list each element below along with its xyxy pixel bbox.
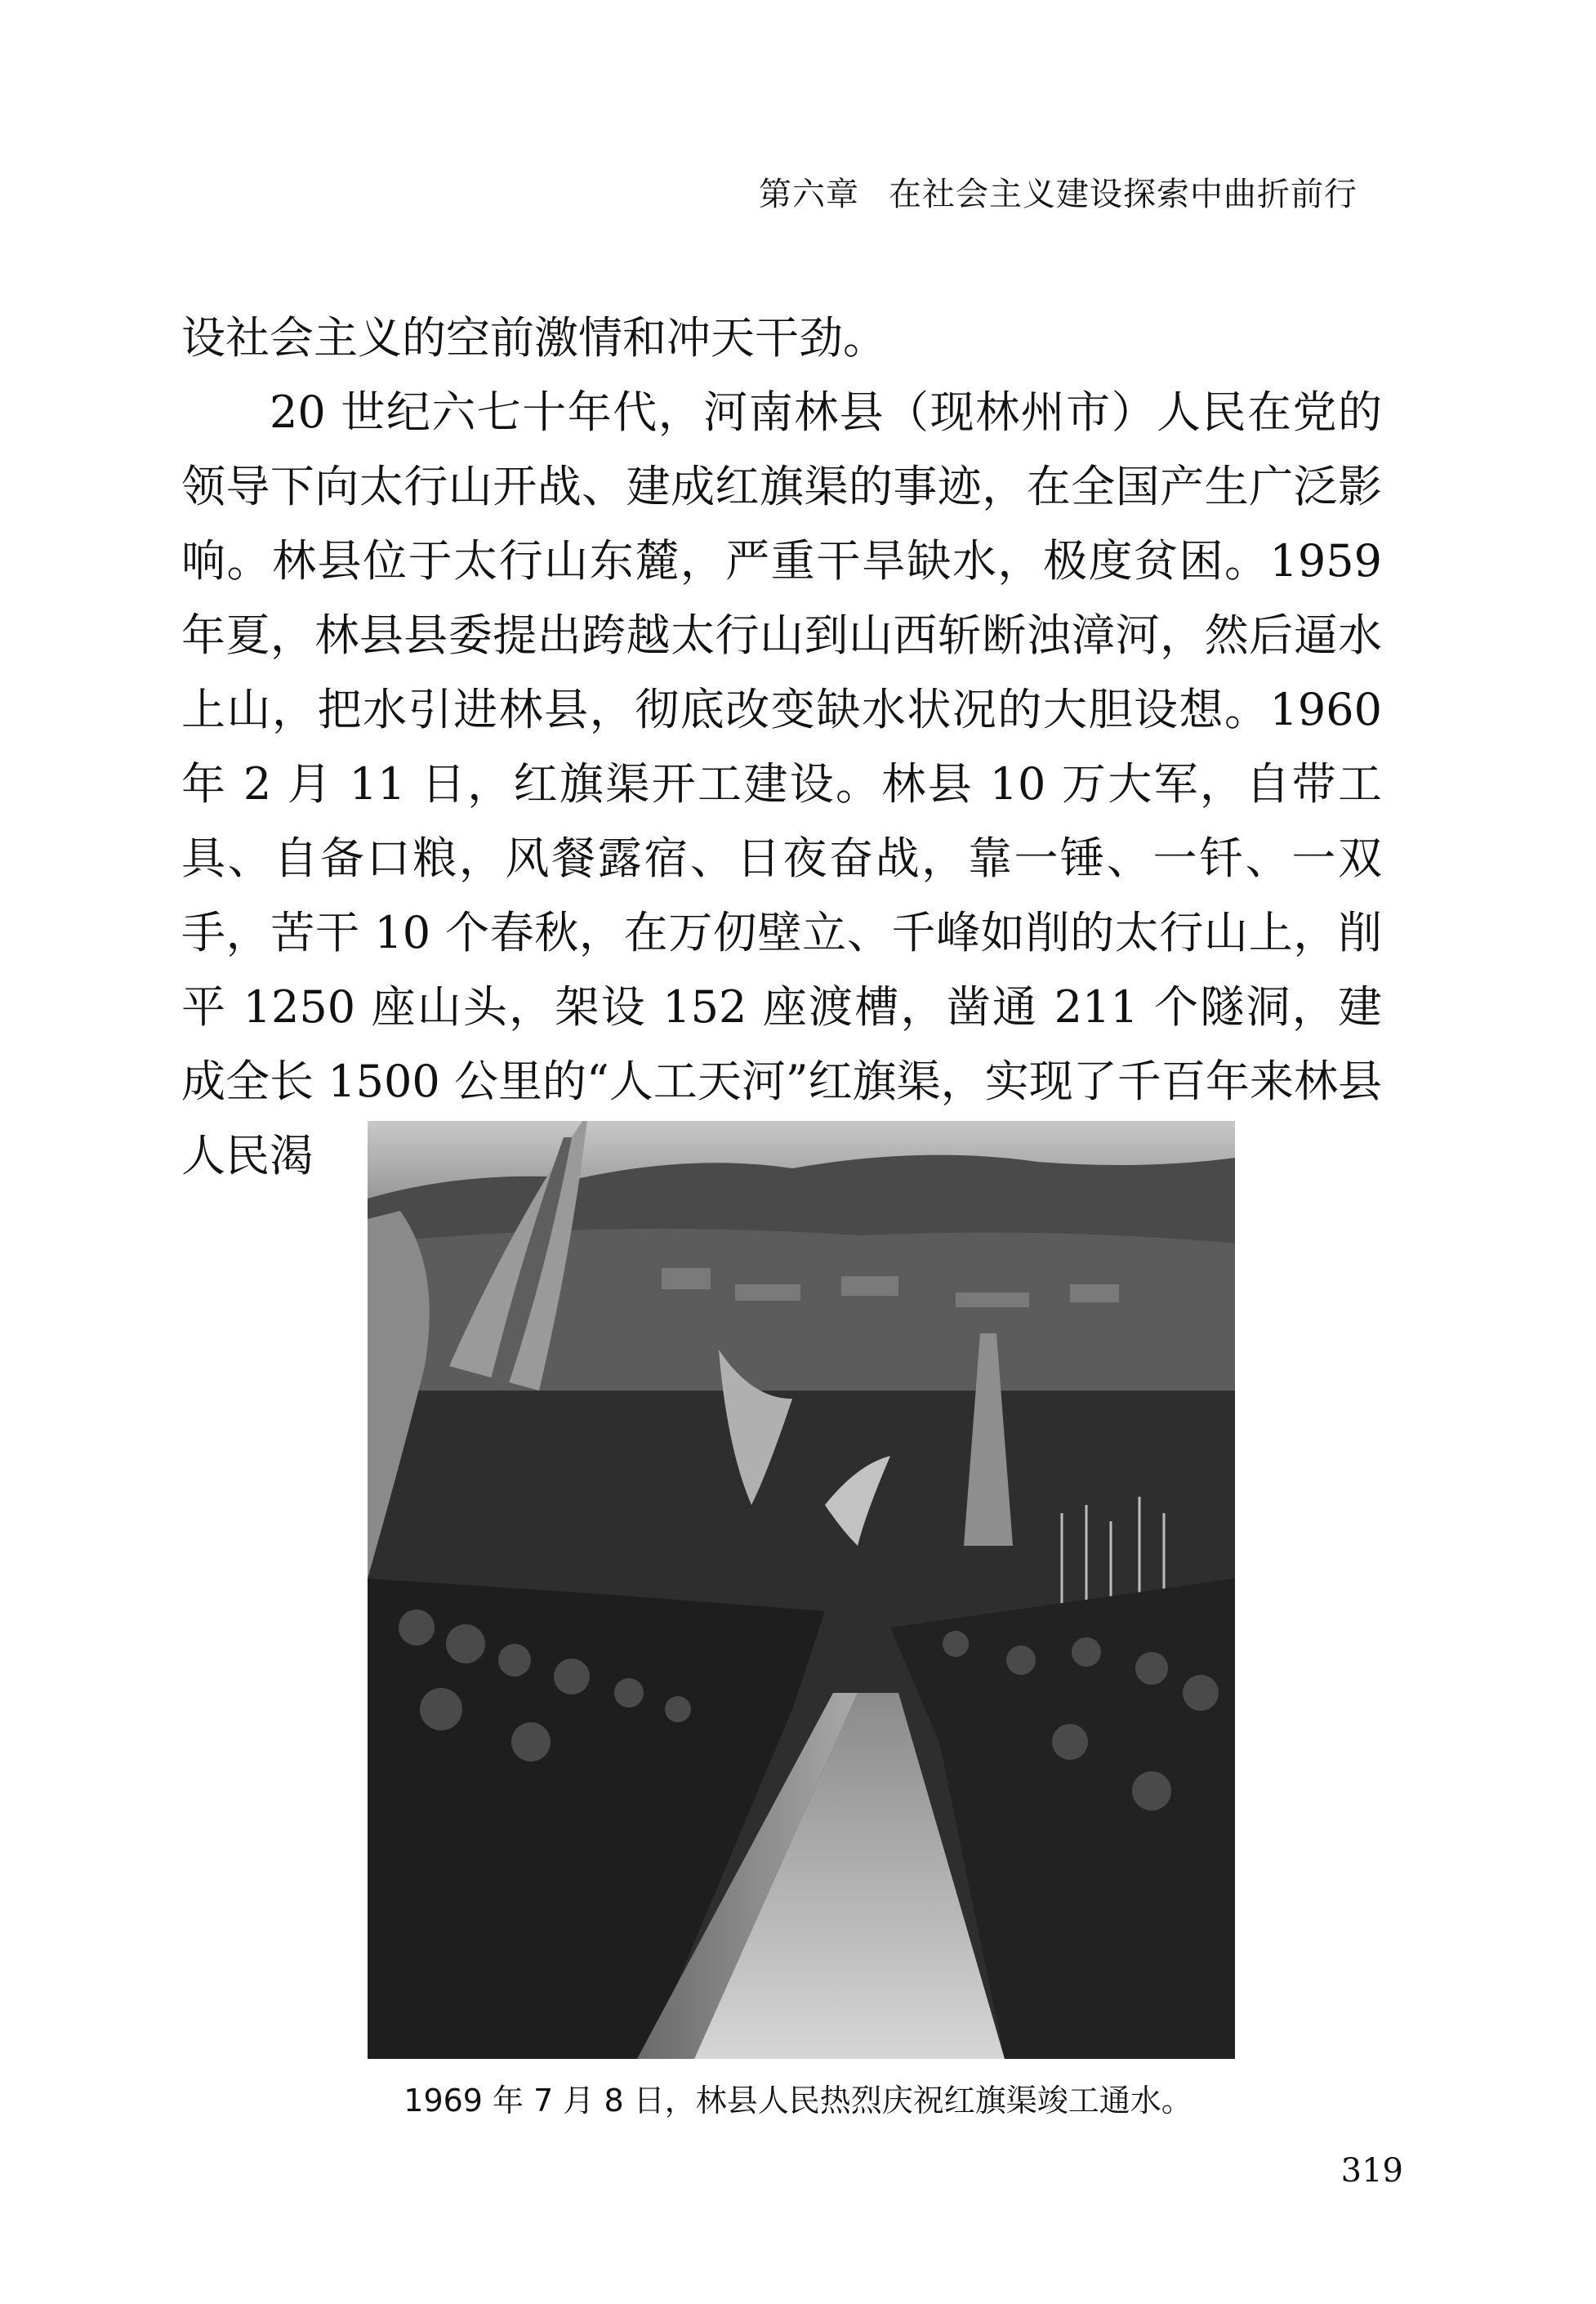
chapter-title: 在社会主义建设探索中曲折前行 [889,176,1357,213]
photo-illustration [368,1121,1235,2059]
figure-caption: 1969 年 7 月 8 日，林县人民热烈庆祝红旗渠竣工通水。 [403,2083,1193,2119]
body-text [181,301,1382,1193]
chapter-number: 第六章 [759,176,859,213]
paragraph-hongqi-canal: 20 世纪六七十年代，河南林县（现林州市）人民在党的领导下向太行山开战、建成红旗渠的事迹，在全国产生广泛影响。林县位于太行山东麓，严重干旱缺水，极度贫困。1959 年夏，林县县委提出跨越太行山到山西斩断浊漳河，然后逼水上山，把水引进林县，彻底改变缺水状况的大胆设想。1960 年 2 月 11 日，红旗渠开工建设。林县 10 万大军，自带工具、自备口粮，风餐露宿、日夜奋战，靠一锤、一钎、一双手，苦干 10 个春秋，在万仞壁立、千峰如削的太行山上，削平 1250 座山头，架设 152 座渡槽，凿通 211 个隧洞，建成全长 1500 公里的“人工天河”红旗渠，实现了千百年来林县人民渴 [181,386,1382,1181]
paragraph-continued: 设社会主义的空前激情和冲天干劲。 [181,312,887,364]
page-number: 319 [1340,2152,1403,2190]
running-header [759,168,1357,215]
photo-hongqi-canal-celebration [368,1121,1235,2059]
